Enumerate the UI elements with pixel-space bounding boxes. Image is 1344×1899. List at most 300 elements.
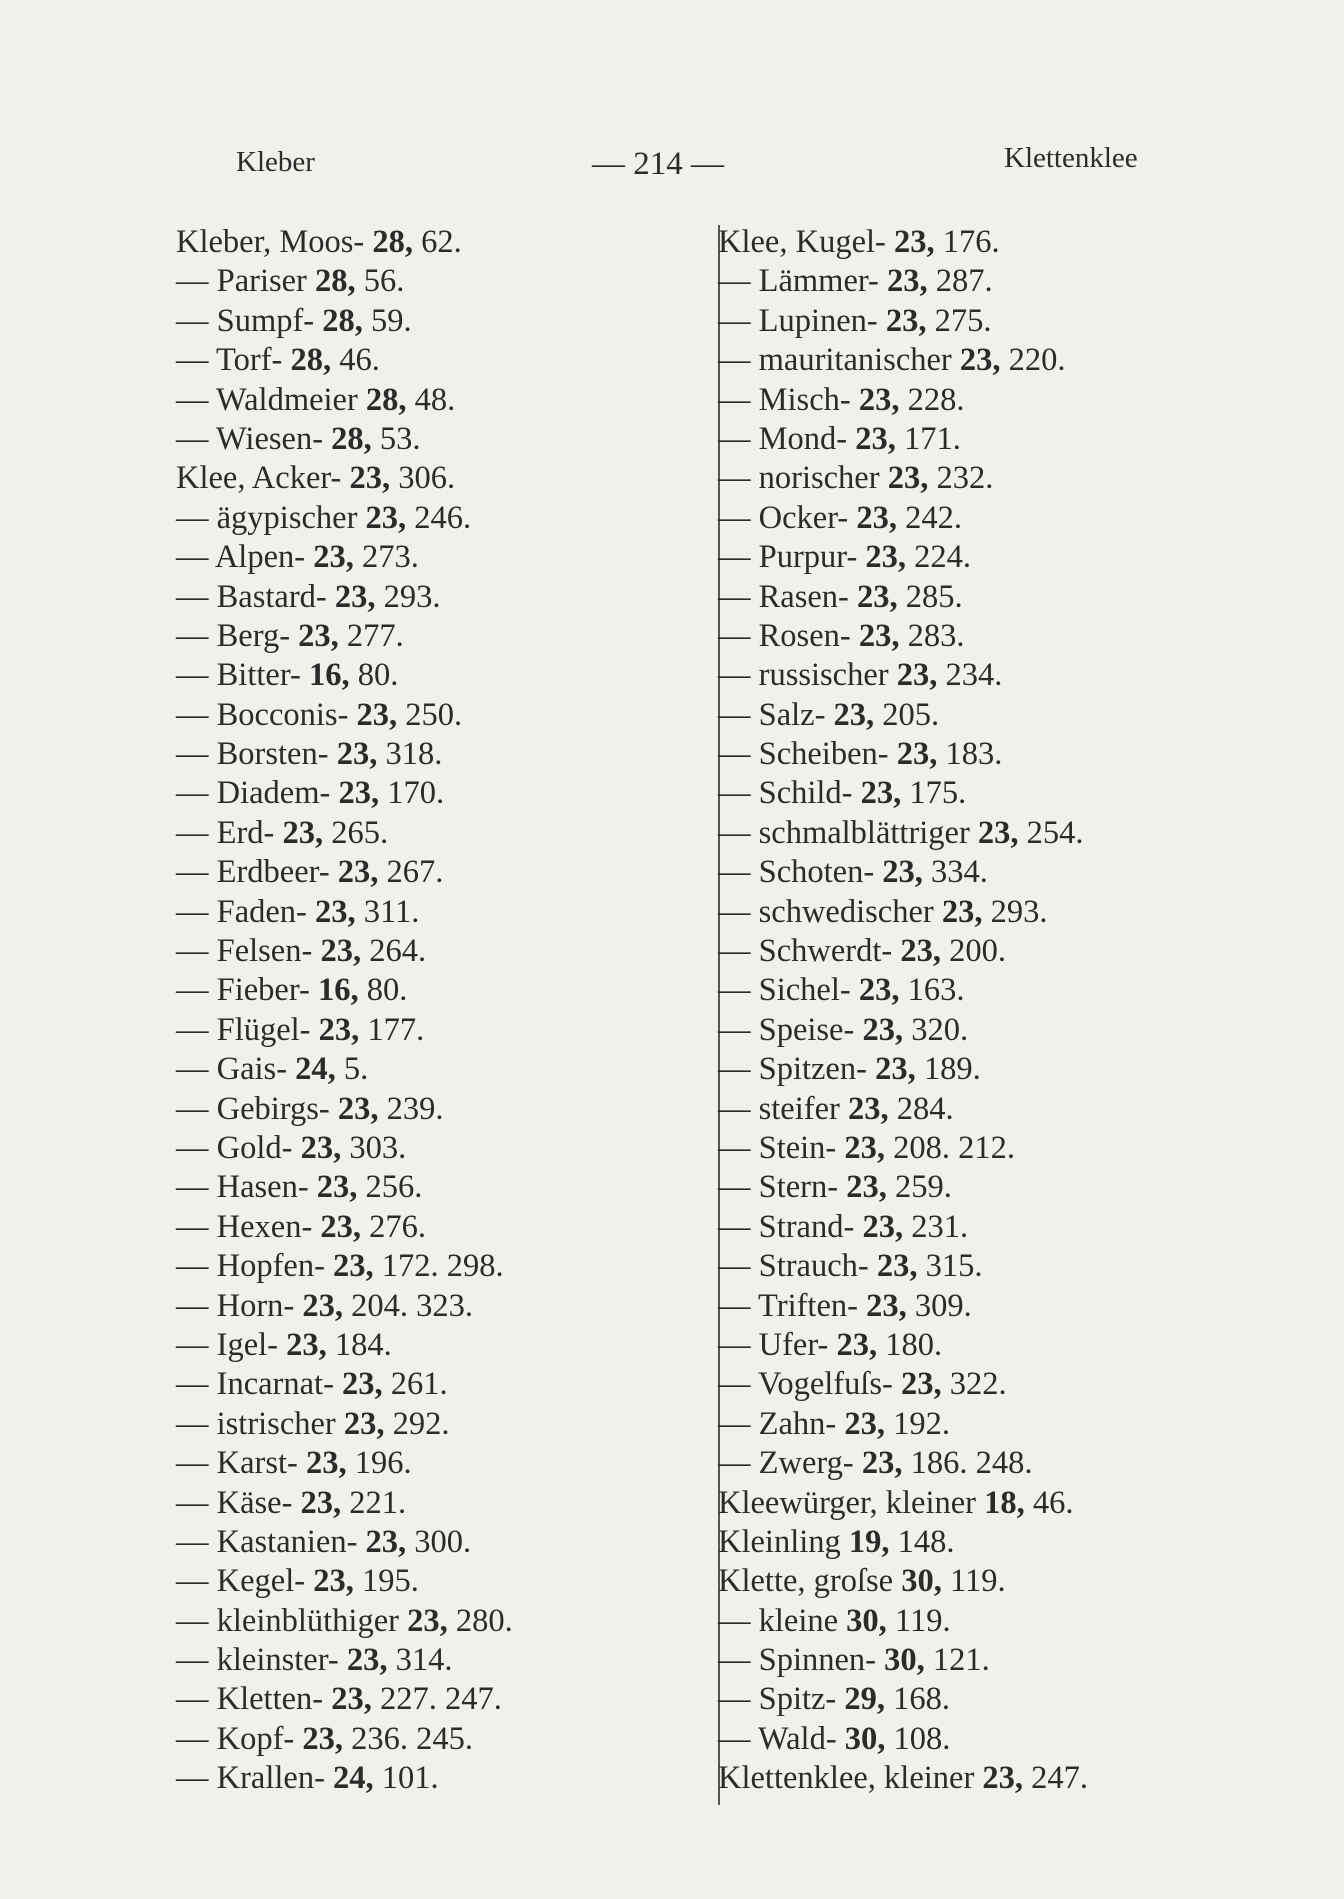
index-entry <box>718 459 1088 498</box>
entry-volume: 28, <box>322 302 363 339</box>
entry-volume: 23, <box>858 617 900 654</box>
entry-headword: — Diadem- <box>176 775 331 812</box>
entry-pages: 239. <box>386 1090 444 1127</box>
entry-headword: — Flügel- <box>176 1011 311 1048</box>
index-entry <box>718 1365 1088 1404</box>
entry-headword: — Bocconis- <box>176 696 349 733</box>
entry-volume: 24, <box>295 1051 336 1088</box>
entry-pages: 303. <box>349 1129 407 1166</box>
index-entry <box>718 1208 1088 1247</box>
entry-headword: — Incarnat- <box>176 1366 334 1403</box>
entry-pages: 280. <box>455 1602 513 1639</box>
entry-pages: 228. <box>907 381 965 418</box>
index-entry <box>176 1641 513 1680</box>
entry-pages: 108. <box>893 1720 951 1757</box>
index-entry <box>718 893 1088 932</box>
index-entry <box>176 1168 513 1207</box>
entry-pages: 246. <box>414 499 472 536</box>
entry-pages: 292. <box>392 1405 450 1442</box>
entry-headword: — Hasen- <box>176 1169 309 1206</box>
entry-headword: — Wald- <box>718 1720 837 1757</box>
entry-volume: 23, <box>893 224 935 260</box>
entry-volume: 23, <box>282 814 324 851</box>
index-entry <box>176 578 513 617</box>
index-entry <box>718 302 1088 341</box>
entry-headword: — Hexen- <box>176 1208 313 1245</box>
entry-headword: — Pariser <box>176 263 307 300</box>
entry-headword: — Stern- <box>718 1169 839 1206</box>
entry-pages: 322. <box>949 1366 1007 1403</box>
entry-headword: — Schoten- <box>718 854 875 891</box>
entry-headword: — Berg- <box>176 617 291 654</box>
entry-pages: 171. <box>903 420 961 457</box>
entry-headword: — Spinnen- <box>718 1642 876 1679</box>
entry-headword: — Triften- <box>718 1287 858 1324</box>
entry-pages: 189. <box>923 1051 981 1088</box>
index-entry <box>176 302 513 341</box>
index-column-right <box>718 223 1088 1799</box>
entry-pages: 250. <box>405 696 463 733</box>
index-entry <box>176 499 513 538</box>
entry-pages: 59. <box>371 302 412 339</box>
entry-headword: — kleinblüthiger <box>176 1602 399 1639</box>
entry-volume: 23, <box>318 1011 360 1048</box>
entry-headword: — Rosen- <box>718 617 851 654</box>
entry-pages: 287. <box>935 263 993 300</box>
entry-pages: 46. <box>1032 1484 1074 1521</box>
index-entry <box>176 1287 513 1326</box>
entry-pages: 183. <box>945 736 1003 773</box>
entry-headword: — Salz- <box>718 696 826 733</box>
entry-volume: 23, <box>836 1326 878 1363</box>
entry-headword: — Strauch- <box>718 1248 869 1285</box>
entry-volume: 23, <box>337 1090 379 1127</box>
entry-volume: 23, <box>858 972 900 1009</box>
entry-pages: 180. <box>885 1326 943 1363</box>
index-entry <box>176 814 513 853</box>
index-entry <box>176 1602 513 1641</box>
entry-headword: — Bitter- <box>176 657 301 694</box>
entry-headword: Klee, Acker- <box>176 460 342 497</box>
entry-pages: 46. <box>339 342 380 379</box>
entry-pages: 195. <box>361 1563 419 1600</box>
entry-headword: — Vogelfuſs- <box>718 1366 893 1403</box>
entry-headword: — Erdbeer- <box>176 854 330 891</box>
index-entry <box>718 578 1088 617</box>
entry-volume: 23, <box>887 460 929 497</box>
index-entry <box>176 774 513 813</box>
entry-volume: 23, <box>349 460 391 497</box>
entry-volume: 23, <box>846 1169 887 1206</box>
entry-volume: 23, <box>365 1523 407 1560</box>
entry-pages: 220. <box>1008 342 1066 379</box>
entry-headword: — Spitzen- <box>718 1051 867 1088</box>
index-entry <box>176 1523 513 1562</box>
entry-volume: 23, <box>302 1287 343 1324</box>
entry-volume: 23, <box>833 696 875 733</box>
entry-volume: 23, <box>982 1760 1024 1797</box>
index-entry <box>176 617 513 656</box>
entry-headword: — kleinster- <box>176 1642 339 1679</box>
index-entry <box>176 1444 513 1483</box>
index-entry <box>176 1365 513 1404</box>
index-entry <box>176 1562 513 1601</box>
entry-headword: — Sumpf- <box>176 302 315 339</box>
entry-volume: 23, <box>300 1484 342 1521</box>
entry-headword: — Misch- <box>718 381 851 418</box>
entry-pages: 256. <box>365 1169 423 1206</box>
index-entry <box>176 1090 513 1129</box>
index-entry <box>176 971 513 1010</box>
entry-volume: 23, <box>862 1208 904 1245</box>
entry-pages: 236. 245. <box>351 1720 473 1757</box>
entry-pages: 320. <box>911 1011 969 1048</box>
entry-volume: 23, <box>856 499 897 536</box>
entry-headword: — Karst- <box>176 1445 298 1482</box>
entry-volume: 18, <box>984 1484 1025 1521</box>
entry-volume: 28, <box>315 263 356 300</box>
header-left-catchword: Kleber <box>236 146 315 178</box>
entry-pages: 306. <box>398 460 456 497</box>
index-entry <box>718 1287 1088 1326</box>
entry-headword: — russischer <box>718 657 889 694</box>
entry-pages: 172. 298. <box>381 1248 504 1285</box>
index-entry <box>176 735 513 774</box>
entry-headword: — Strand- <box>718 1208 855 1245</box>
entry-pages: 121. <box>932 1642 990 1679</box>
index-entry <box>718 341 1088 380</box>
index-entry <box>718 1641 1088 1680</box>
entry-headword: — Krallen- <box>176 1760 325 1797</box>
entry-pages: 283. <box>907 617 965 654</box>
entry-pages: 247. <box>1031 1760 1089 1797</box>
entry-headword: Kleinling <box>718 1523 841 1560</box>
entry-volume: 19, <box>848 1523 890 1560</box>
entry-pages: 176. <box>942 224 1000 260</box>
entry-headword: — Torf- <box>176 342 283 379</box>
entry-volume: 23, <box>959 342 1001 379</box>
entry-volume: 23, <box>342 1366 383 1403</box>
entry-volume: 23, <box>862 1011 904 1048</box>
entry-volume: 23, <box>298 617 339 654</box>
entry-volume: 23, <box>313 539 354 576</box>
index-entry <box>718 223 1088 262</box>
entry-headword: — Felsen- <box>176 933 313 970</box>
entry-pages: 163. <box>907 972 965 1009</box>
entry-headword: — Ocker- <box>718 499 849 536</box>
entry-pages: 231. <box>911 1208 969 1245</box>
entry-volume: 23, <box>338 775 380 812</box>
index-entry <box>176 341 513 380</box>
index-entry <box>718 1759 1088 1798</box>
entry-volume: 28, <box>290 342 332 379</box>
index-entry <box>718 853 1088 892</box>
entry-pages: 232. <box>936 460 994 497</box>
index-entry <box>176 696 513 735</box>
entry-pages: 196. <box>354 1445 412 1482</box>
entry-pages: 200. <box>949 933 1006 970</box>
index-entry <box>718 774 1088 813</box>
entry-pages: 264. <box>369 933 427 970</box>
entry-volume: 23, <box>333 1248 374 1285</box>
entry-volume: 23, <box>346 1642 388 1679</box>
index-entry <box>718 538 1088 577</box>
entry-headword: — Schild- <box>718 775 853 812</box>
entry-pages: 221. <box>349 1484 407 1521</box>
entry-headword: — Gais- <box>176 1051 288 1088</box>
entry-volume: 23, <box>331 1681 372 1718</box>
index-entry <box>176 1011 513 1050</box>
entry-headword: Klette, groſse <box>718 1563 894 1600</box>
entry-pages: 192. <box>893 1405 950 1442</box>
entry-pages: 318. <box>385 736 443 773</box>
index-entry <box>718 971 1088 1010</box>
entry-pages: 148. <box>897 1523 955 1560</box>
entry-headword: — Wiesen- <box>176 420 324 457</box>
entry-pages: 80. <box>357 657 399 694</box>
entry-headword: — Ufer- <box>718 1326 829 1363</box>
entry-headword: — Käse- <box>176 1484 293 1521</box>
index-entry <box>176 893 513 932</box>
entry-headword: — Schwerdt- <box>718 933 893 970</box>
index-entry <box>718 735 1088 774</box>
entry-pages: 334. <box>931 854 988 891</box>
entry-volume: 23, <box>337 854 379 891</box>
entry-volume: 23, <box>365 499 407 536</box>
entry-volume: 28, <box>331 420 372 457</box>
entry-headword: — schwedischer <box>718 893 934 930</box>
entry-volume: 23, <box>336 736 378 773</box>
entry-volume: 23, <box>896 657 938 694</box>
entry-headword: — ägypischer <box>176 499 358 536</box>
entry-headword: — Speise- <box>718 1011 855 1048</box>
entry-pages: 101. <box>381 1760 439 1797</box>
entry-pages: 119. <box>949 1563 1006 1600</box>
entry-pages: 56. <box>363 263 405 300</box>
index-entry <box>176 932 513 971</box>
entry-volume: 23, <box>882 854 923 891</box>
entry-headword: Klettenklee, kleiner <box>718 1760 975 1797</box>
entry-volume: 23, <box>900 1366 942 1403</box>
entry-pages: 48. <box>414 381 456 418</box>
entry-headword: — Hopfen- <box>176 1248 325 1285</box>
index-entry <box>718 656 1088 695</box>
index-entry <box>176 420 513 459</box>
entry-pages: 234. <box>945 657 1003 694</box>
index-entry <box>718 1011 1088 1050</box>
entry-headword: — Gebirgs- <box>176 1090 330 1127</box>
entry-pages: 224. <box>914 539 972 576</box>
index-entry <box>718 381 1088 420</box>
entry-pages: 227. 247. <box>379 1681 502 1718</box>
entry-headword: — Erd- <box>176 814 275 851</box>
entry-volume: 23, <box>407 1602 448 1639</box>
entry-pages: 277. <box>346 617 404 654</box>
entry-volume: 28, <box>365 381 407 418</box>
index-entry <box>176 262 513 301</box>
entry-volume: 23, <box>356 696 398 733</box>
entry-pages: 53. <box>379 420 421 457</box>
entry-pages: 177. <box>367 1011 425 1048</box>
entry-headword: — Waldmeier <box>176 381 358 418</box>
index-entry <box>718 1168 1088 1207</box>
entry-volume: 23, <box>865 539 907 576</box>
index-column-left <box>176 223 513 1799</box>
entry-pages: 175. <box>909 775 967 812</box>
entry-volume: 23, <box>857 578 898 615</box>
entry-volume: 23, <box>977 814 1019 851</box>
entry-volume: 16, <box>308 657 350 694</box>
index-entry <box>176 1720 513 1759</box>
index-entry <box>176 1405 513 1444</box>
entry-volume: 23, <box>844 1129 886 1166</box>
entry-pages: 285. <box>905 578 963 615</box>
entry-volume: 23, <box>320 933 362 970</box>
entry-headword: Klee, Kugel- <box>718 224 886 260</box>
entry-volume: 23, <box>887 263 928 300</box>
index-entry <box>718 696 1088 735</box>
entry-headword: — istrischer <box>176 1405 336 1442</box>
entry-headword: — mauritanischer <box>718 342 952 379</box>
entry-volume: 23, <box>844 1405 885 1442</box>
entry-headword: — Rasen- <box>718 578 849 615</box>
index-entry <box>176 381 513 420</box>
entry-headword: — Scheiben- <box>718 736 889 773</box>
entry-volume: 23, <box>847 1090 889 1127</box>
header-right-catchword: Klettenklee <box>1004 142 1138 174</box>
entry-pages: 5. <box>343 1051 369 1088</box>
entry-pages: 168. <box>893 1681 951 1718</box>
entry-volume: 23, <box>876 1248 918 1285</box>
index-entry <box>176 1484 513 1523</box>
index-entry <box>718 814 1088 853</box>
entry-headword: Kleewürger, kleiner <box>718 1484 976 1521</box>
entry-headword: — Kastanien- <box>176 1523 358 1560</box>
entry-headword: — Kletten- <box>176 1681 324 1718</box>
index-entry <box>176 1759 513 1798</box>
entry-headword: Kleber, Moos- <box>176 224 365 260</box>
entry-pages: 314. <box>395 1642 453 1679</box>
index-entry <box>718 420 1088 459</box>
entry-volume: 23, <box>866 1287 907 1324</box>
entry-headword: — Lämmer- <box>718 263 879 300</box>
entry-pages: 293. <box>383 578 441 615</box>
entry-pages: 300. <box>414 1523 472 1560</box>
entry-headword: — Lupinen- <box>718 302 878 339</box>
entry-headword: — Faden- <box>176 893 307 930</box>
index-entry <box>176 1680 513 1719</box>
entry-pages: 119. <box>894 1602 951 1639</box>
entry-pages: 265. <box>331 814 389 851</box>
entry-volume: 23, <box>858 381 900 418</box>
entry-volume: 23, <box>316 1169 358 1206</box>
entry-pages: 259. <box>894 1169 952 1206</box>
entry-headword: — Bastard- <box>176 578 327 615</box>
index-entry <box>718 617 1088 656</box>
index-entry <box>718 1090 1088 1129</box>
entry-headword: — Mond- <box>718 420 848 457</box>
entry-pages: 254. <box>1026 814 1084 851</box>
entry-volume: 23, <box>286 1326 327 1363</box>
entry-pages: 208. 212. <box>893 1129 1016 1166</box>
entry-headword: — Zwerg- <box>718 1445 854 1482</box>
index-entry <box>718 1444 1088 1483</box>
entry-pages: 80. <box>366 972 408 1009</box>
entry-headword: — Gold- <box>176 1129 293 1166</box>
index-entry <box>176 1326 513 1365</box>
index-entry <box>718 1247 1088 1286</box>
entry-pages: 242. <box>905 499 962 536</box>
index-entry <box>176 538 513 577</box>
entry-volume: 23, <box>315 893 356 930</box>
entry-pages: 204. 323. <box>351 1287 473 1324</box>
index-entry <box>718 1602 1088 1641</box>
entry-volume: 23, <box>343 1405 385 1442</box>
index-entry <box>718 1484 1088 1523</box>
index-entry <box>176 1050 513 1089</box>
entry-headword: — Borsten- <box>176 736 329 773</box>
entry-volume: 23, <box>941 893 983 930</box>
entry-pages: 170. <box>387 775 445 812</box>
entry-pages: 276. <box>369 1208 427 1245</box>
entry-volume: 23, <box>302 1720 343 1757</box>
entry-pages: 315. <box>925 1248 983 1285</box>
entry-volume: 30, <box>884 1642 925 1679</box>
entry-volume: 16, <box>317 972 359 1009</box>
entry-headword: — Zahn- <box>718 1405 837 1442</box>
index-entry <box>718 262 1088 301</box>
entry-pages: 293. <box>990 893 1048 930</box>
entry-headword: — Sichel- <box>718 972 851 1009</box>
index-entry <box>176 1247 513 1286</box>
entry-volume: 30, <box>844 1720 886 1757</box>
entry-headword: — Igel- <box>176 1326 278 1363</box>
index-entry <box>718 1050 1088 1089</box>
entry-pages: 261. <box>390 1366 448 1403</box>
index-entry <box>176 459 513 498</box>
entry-volume: 23, <box>300 1129 342 1166</box>
entry-volume: 30, <box>846 1602 887 1639</box>
entry-pages: 284. <box>896 1090 954 1127</box>
entry-pages: 273. <box>361 539 419 576</box>
index-entry <box>718 1680 1088 1719</box>
entry-volume: 23, <box>855 420 896 457</box>
entry-headword: — steifer <box>718 1090 840 1127</box>
index-entry <box>176 656 513 695</box>
entry-headword: — kleine <box>718 1602 839 1639</box>
index-entry <box>718 1129 1088 1168</box>
entry-headword: — Horn- <box>176 1287 295 1324</box>
entry-pages: 275. <box>934 302 992 339</box>
entry-headword: — Fieber- <box>176 972 310 1009</box>
entry-volume: 23, <box>896 736 938 773</box>
index-entry <box>176 1129 513 1168</box>
entry-headword: — Alpen- <box>176 539 306 576</box>
entry-volume: 23, <box>313 1563 354 1600</box>
entry-volume: 28, <box>372 224 413 260</box>
index-entry <box>718 499 1088 538</box>
entry-pages: 311. <box>363 893 420 930</box>
entry-pages: 62. <box>421 224 462 260</box>
entry-volume: 23, <box>860 775 902 812</box>
entry-headword: — Spitz- <box>718 1681 837 1718</box>
entry-volume: 30, <box>901 1563 942 1600</box>
entry-volume: 23, <box>900 933 941 970</box>
entry-pages: 205. <box>882 696 940 733</box>
index-entry <box>718 1523 1088 1562</box>
entry-volume: 24, <box>333 1760 374 1797</box>
entry-volume: 23, <box>305 1445 347 1482</box>
